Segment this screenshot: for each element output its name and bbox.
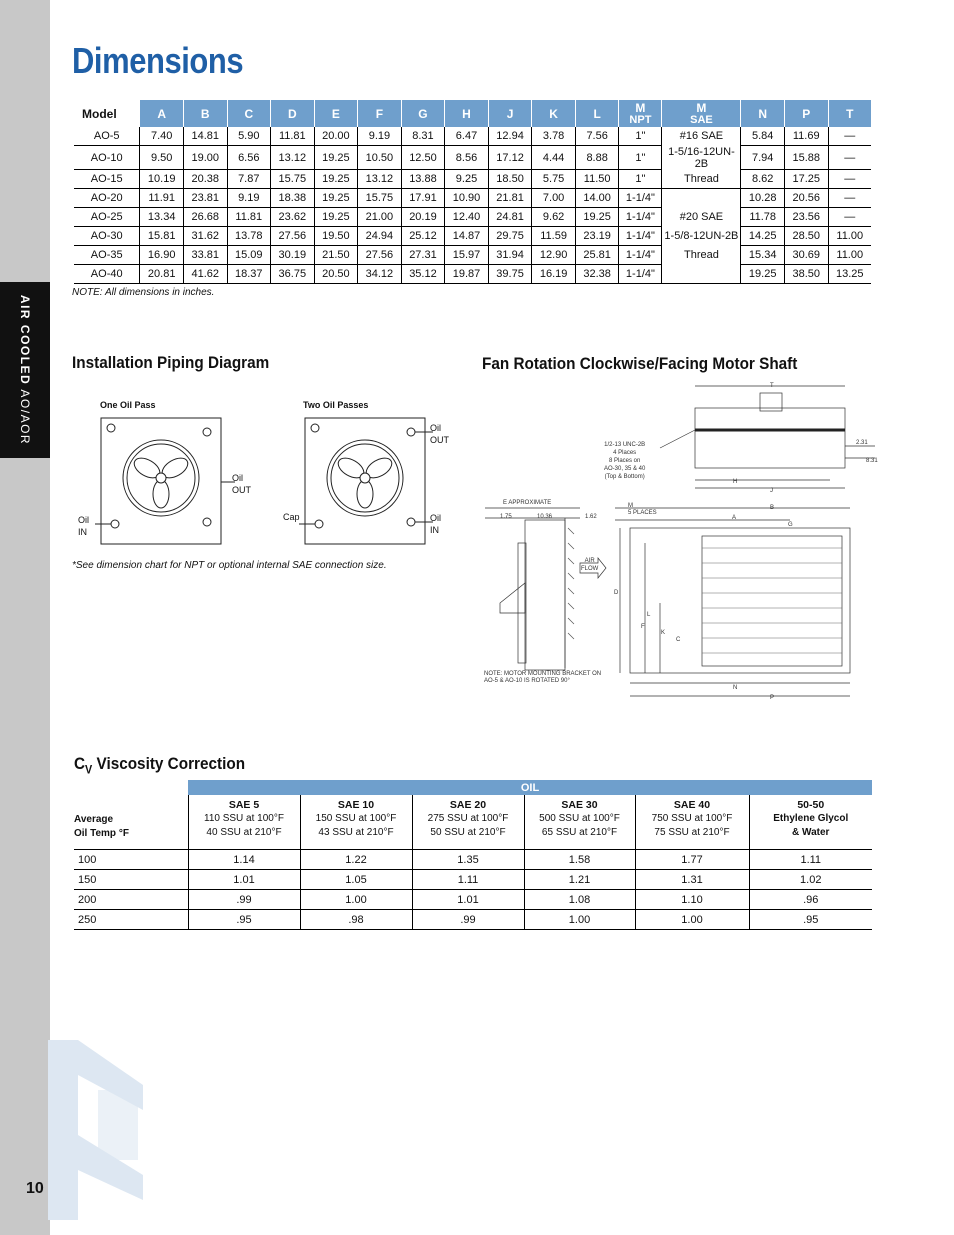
page-number: 10 [26, 1180, 44, 1197]
dimension-letter: J [770, 488, 773, 494]
sae-cell: #20 SAE [662, 208, 741, 227]
table-cell: .96 [749, 890, 872, 910]
air-flow-label: AIR FLOW [581, 558, 599, 572]
table-cell: 7.87 [227, 170, 271, 189]
column-header: L [575, 100, 619, 127]
column-header: B [183, 100, 227, 127]
table-cell: AO-30 [74, 227, 140, 246]
column-header: N [741, 100, 785, 127]
table-cell: 11.81 [227, 208, 271, 227]
fan-dimension-drawing [480, 378, 880, 708]
table-cell: 20.50 [314, 265, 358, 284]
viscosity-title: $C_V$ Viscosity Correction [74, 754, 246, 777]
table-cell: 11.81 [271, 127, 315, 146]
column-header: K [532, 100, 576, 127]
table-cell: 16.19 [532, 265, 576, 284]
section-tab-label: AIR COOLED AO/AOR [18, 294, 32, 446]
table-cell: 21.81 [488, 189, 532, 208]
column-header: F [358, 100, 402, 127]
table-cell: .95 [188, 910, 300, 930]
table-cell: 1-1/4" [619, 227, 662, 246]
column-header: C [227, 100, 271, 127]
table-cell: 1.01 [188, 870, 300, 890]
table-cell: 13.25 [828, 265, 871, 284]
table-cell: 20.19 [401, 208, 445, 227]
table-cell: 15.81 [140, 227, 184, 246]
column-header: H [445, 100, 489, 127]
table-cell: 13.12 [358, 170, 402, 189]
table-cell: 1" [619, 170, 662, 189]
piping-diagrams [95, 412, 450, 552]
column-header: Model [74, 100, 140, 127]
table-cell: 19.25 [314, 146, 358, 170]
two-pass-title: Two Oil Passes [303, 400, 369, 410]
table-cell: 24.81 [488, 208, 532, 227]
oil-column-header: SAE 10 150 SSU at 100°F 43 SSU at 210°F [300, 795, 412, 850]
table-cell: 15.88 [784, 146, 828, 170]
dim-1-62: 1.62 [585, 514, 597, 520]
table-cell: 9.19 [358, 127, 402, 146]
oil-column-header: SAE 5 110 SSU at 100°F 40 SSU at 210°F [188, 795, 300, 850]
table-cell: 1.58 [524, 850, 635, 870]
table-cell: 19.50 [314, 227, 358, 246]
table-cell: 20.81 [140, 265, 184, 284]
table-cell: 200 [74, 890, 188, 910]
dimension-letter: F [641, 624, 645, 630]
table-cell: 9.62 [532, 208, 576, 227]
table-cell: 8.88 [575, 146, 619, 170]
table-cell: 1.00 [524, 910, 635, 930]
table-cell: 100 [74, 850, 188, 870]
table-cell: 12.94 [488, 127, 532, 146]
table-row [74, 189, 871, 208]
table-cell: 1.00 [300, 890, 412, 910]
table-cell: 32.38 [575, 265, 619, 284]
dimensions-note: NOTE: All dimensions in inches. [72, 287, 215, 298]
table-cell: 27.56 [271, 227, 315, 246]
table-cell: 38.50 [784, 265, 828, 284]
table-cell: 18.50 [488, 170, 532, 189]
table-cell: 14.87 [445, 227, 489, 246]
table-row [74, 146, 871, 170]
table-cell: .98 [300, 910, 412, 930]
table-cell: 13.12 [271, 146, 315, 170]
table-cell: 11.69 [784, 127, 828, 146]
sae-cell [662, 189, 741, 208]
table-cell: 1.02 [749, 870, 872, 890]
table-cell: 31.62 [183, 227, 227, 246]
table-cell: 7.94 [741, 146, 785, 170]
table-cell: 23.81 [183, 189, 227, 208]
table-row [74, 208, 871, 227]
table-cell: 15.09 [227, 246, 271, 265]
table-cell: 11.00 [828, 246, 871, 265]
dimension-letter: A [732, 515, 737, 521]
table-cell: 1.05 [300, 870, 412, 890]
table-cell: 41.62 [183, 265, 227, 284]
table-cell: 13.78 [227, 227, 271, 246]
table-cell: — [828, 189, 871, 208]
table-cell: 19.25 [314, 189, 358, 208]
table-cell: 11.00 [828, 227, 871, 246]
table-cell: 4.44 [532, 146, 576, 170]
table-cell: 10.50 [358, 146, 402, 170]
table-cell: 23.56 [784, 208, 828, 227]
table-cell: 7.56 [575, 127, 619, 146]
dim-2-31: 2.31 [856, 440, 868, 446]
table-cell: 150 [74, 870, 188, 890]
table-cell: 5.75 [532, 170, 576, 189]
row-header: Average Oil Temp °F [74, 814, 129, 839]
table-row [74, 227, 871, 246]
table-row [74, 170, 871, 189]
table-cell: 30.69 [784, 246, 828, 265]
m-places-label: M 5 PLACES [628, 503, 657, 516]
table-cell: 1-1/4" [619, 189, 662, 208]
table-cell: — [828, 146, 871, 170]
table-row [74, 890, 872, 910]
table-cell: 31.94 [488, 246, 532, 265]
table-cell: 1.00 [635, 910, 749, 930]
table-cell: 13.34 [140, 208, 184, 227]
table-row [74, 265, 871, 284]
dim-8-31: 8.31 [866, 458, 878, 464]
table-cell: 35.12 [401, 265, 445, 284]
table-cell: AO-15 [74, 170, 140, 189]
table-cell: AO-5 [74, 127, 140, 146]
table-cell: 1.22 [300, 850, 412, 870]
table-cell: 11.50 [575, 170, 619, 189]
one-pass-title: One Oil Pass [100, 400, 156, 410]
table-row [74, 246, 871, 265]
two-pass-diagram [299, 418, 433, 544]
two-pass-cap: Cap [283, 512, 300, 522]
table-cell: 17.25 [784, 170, 828, 189]
table-cell: 21.50 [314, 246, 358, 265]
table-cell: 25.81 [575, 246, 619, 265]
table-cell: 15.34 [741, 246, 785, 265]
table-cell: 39.75 [488, 265, 532, 284]
oil-header: OIL [188, 780, 872, 795]
table-cell: 7.00 [532, 189, 576, 208]
table-cell: 1.77 [635, 850, 749, 870]
dimension-letter: B [770, 505, 775, 511]
table-cell: 12.90 [532, 246, 576, 265]
two-pass-oil-in: Oil IN [430, 513, 441, 535]
table-cell: — [828, 208, 871, 227]
dimension-letter: T [770, 383, 774, 389]
table-cell: 19.25 [314, 170, 358, 189]
table-cell: 17.12 [488, 146, 532, 170]
column-header: A [140, 100, 184, 127]
table-cell: 20.00 [314, 127, 358, 146]
table-cell: 21.00 [358, 208, 402, 227]
column-header: J [488, 100, 532, 127]
table-cell: 9.25 [445, 170, 489, 189]
table-cell: 19.00 [183, 146, 227, 170]
table-cell: 11.78 [741, 208, 785, 227]
table-cell: 8.62 [741, 170, 785, 189]
table-row [74, 127, 871, 146]
dimension-letter: G [788, 522, 793, 528]
page-title: Dimensions [72, 40, 244, 81]
table-cell: 20.56 [784, 189, 828, 208]
column-header: P [784, 100, 828, 127]
table-cell: — [828, 170, 871, 189]
table-cell: 6.47 [445, 127, 489, 146]
column-header: D [271, 100, 315, 127]
fan-rotation-title: Fan Rotation Clockwise/Facing Motor Shaft [482, 354, 798, 373]
table-cell: 17.91 [401, 189, 445, 208]
table-cell: 7.40 [140, 127, 184, 146]
table-cell: 14.00 [575, 189, 619, 208]
table-cell: AO-20 [74, 189, 140, 208]
table-cell: 1.11 [749, 850, 872, 870]
table-cell: 15.75 [271, 170, 315, 189]
table-cell: AO-40 [74, 265, 140, 284]
column-header: G [401, 100, 445, 127]
table-cell: 1.21 [524, 870, 635, 890]
table-cell: 5.90 [227, 127, 271, 146]
table-cell: 12.50 [401, 146, 445, 170]
table-cell: 18.38 [271, 189, 315, 208]
dimension-letter: P [770, 695, 775, 701]
table-cell: 1.01 [412, 890, 524, 910]
table-row [74, 910, 872, 930]
table-cell: 19.25 [741, 265, 785, 284]
table-cell: 6.56 [227, 146, 271, 170]
column-header: M NPT [619, 100, 662, 127]
table-cell: 36.75 [271, 265, 315, 284]
dimension-letter: L [647, 612, 651, 618]
table-cell: AO-25 [74, 208, 140, 227]
sae-cell [662, 265, 741, 284]
table-cell: — [828, 127, 871, 146]
installation-title: Installation Piping Diagram [72, 353, 270, 372]
column-header: M SAE [662, 100, 741, 127]
one-pass-oil-in: Oil IN [78, 515, 89, 537]
motor-note: NOTE: MOTOR MOUNTING BRACKET ON AO-5 & AO-10 IS ROTATED 90° [484, 671, 602, 684]
table-cell: 25.12 [401, 227, 445, 246]
one-pass-oil-out: Oil OUT [232, 473, 251, 495]
one-pass-diagram [95, 418, 235, 544]
table-cell: 14.25 [741, 227, 785, 246]
table-cell: 1.31 [635, 870, 749, 890]
table-row [74, 870, 872, 890]
table-cell: 34.12 [358, 265, 402, 284]
table-cell: 18.37 [227, 265, 271, 284]
table-cell: 19.87 [445, 265, 489, 284]
table-cell: 27.31 [401, 246, 445, 265]
e-approx-label: E APPROXIMATE [503, 500, 552, 506]
table-cell: AO-35 [74, 246, 140, 265]
thread-label: 1/2-13 UNC-2B 4 Places 8 Places on AO-30, 35 & 40 (Top & Bottom) [604, 442, 646, 480]
table-cell: 1" [619, 146, 662, 170]
table-cell: 14.81 [183, 127, 227, 146]
table-cell: 11.91 [140, 189, 184, 208]
sae-cell: Thread [662, 170, 741, 189]
dimension-letter: C [676, 637, 681, 643]
table-cell: 28.50 [784, 227, 828, 246]
two-pass-oil-out: Oil OUT [430, 423, 449, 445]
dimension-letter: D [614, 590, 619, 596]
table-cell: 1-1/4" [619, 208, 662, 227]
table-cell: 250 [74, 910, 188, 930]
table-cell: 8.31 [401, 127, 445, 146]
table-cell: 24.94 [358, 227, 402, 246]
oil-column-header: SAE 40 750 SSU at 100°F 75 SSU at 210°F [635, 795, 749, 850]
table-cell: 23.19 [575, 227, 619, 246]
sae-cell: #16 SAE [662, 127, 741, 146]
dimensions-header-row [74, 100, 871, 127]
dimension-letter: H [733, 479, 738, 485]
table-cell: 5.84 [741, 127, 785, 146]
table-cell: 1.08 [524, 890, 635, 910]
table-cell: .99 [188, 890, 300, 910]
table-cell: 12.40 [445, 208, 489, 227]
table-cell: 10.90 [445, 189, 489, 208]
table-cell: .95 [749, 910, 872, 930]
table-cell: 9.50 [140, 146, 184, 170]
table-cell: 33.81 [183, 246, 227, 265]
oil-column-header: SAE 20 275 SSU at 100°F 50 SSU at 210°F [412, 795, 524, 850]
table-cell: 19.25 [314, 208, 358, 227]
table-cell: 11.59 [532, 227, 576, 246]
table-cell: 13.88 [401, 170, 445, 189]
table-cell: 15.97 [445, 246, 489, 265]
aci-watermark-logo [8, 1030, 148, 1230]
sae-cell: 1-5/8-12UN-2B [662, 227, 741, 246]
installation-footnote: *See dimension chart for NPT or optional internal SAE connection size. [72, 560, 387, 571]
table-cell: .99 [412, 910, 524, 930]
table-cell: 1" [619, 127, 662, 146]
sae-cell: Thread [662, 246, 741, 265]
table-cell: 19.25 [575, 208, 619, 227]
dimensions-table [74, 100, 871, 284]
table-cell: 1.11 [412, 870, 524, 890]
column-header: E [314, 100, 358, 127]
table-cell: 30.19 [271, 246, 315, 265]
table-cell: 10.19 [140, 170, 184, 189]
oil-column-header: SAE 30 500 SSU at 100°F 65 SSU at 210°F [524, 795, 635, 850]
dim-1-75: 1.75 [500, 514, 512, 520]
table-row [74, 850, 872, 870]
table-cell: 26.68 [183, 208, 227, 227]
table-cell: 16.90 [140, 246, 184, 265]
table-cell: 1-1/4" [619, 246, 662, 265]
dim-10-36: 10.36 [537, 514, 553, 520]
table-cell: 10.28 [741, 189, 785, 208]
table-cell: 29.75 [488, 227, 532, 246]
table-cell: 3.78 [532, 127, 576, 146]
table-cell: 1.10 [635, 890, 749, 910]
table-cell: 27.56 [358, 246, 402, 265]
table-cell: 15.75 [358, 189, 402, 208]
table-cell: 1.14 [188, 850, 300, 870]
table-cell: 20.38 [183, 170, 227, 189]
column-header: T [828, 100, 871, 127]
table-cell: 8.56 [445, 146, 489, 170]
table-cell: 23.62 [271, 208, 315, 227]
dimension-letter: N [733, 685, 738, 691]
oil-column-header: 50-50 Ethylene Glycol & Water [749, 795, 872, 850]
table-cell: 1-1/4" [619, 265, 662, 284]
table-cell: AO-10 [74, 146, 140, 170]
viscosity-table [74, 780, 872, 930]
sae-cell: 1-5/16-12UN-2B [662, 146, 741, 170]
table-cell: 9.19 [227, 189, 271, 208]
table-cell: 1.35 [412, 850, 524, 870]
dimension-letter: K [661, 630, 666, 636]
